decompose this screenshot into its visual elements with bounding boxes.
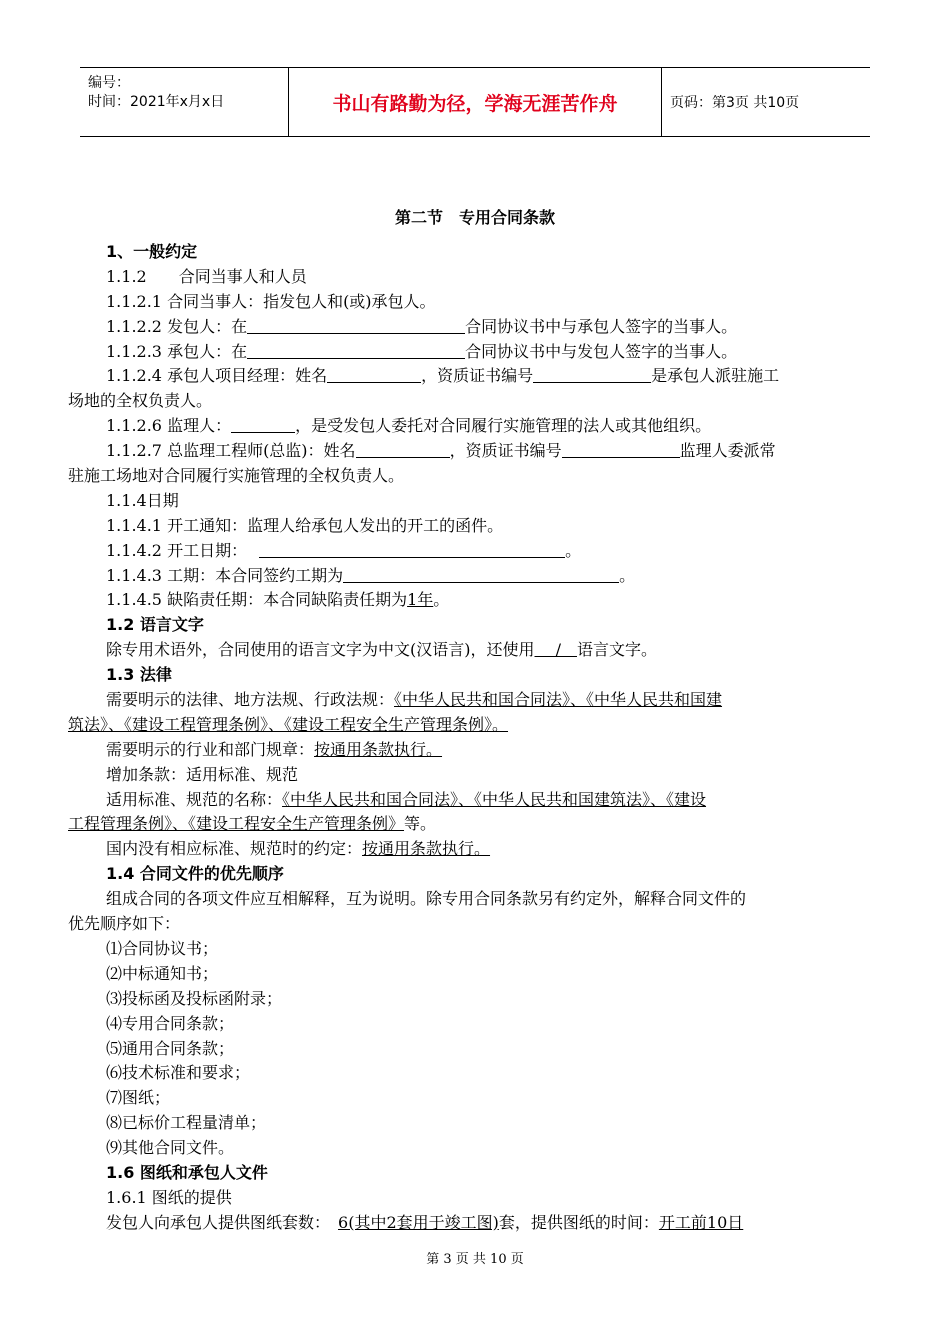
list-item: ⑺图纸；: [106, 1088, 171, 1108]
clause-line: [68, 738, 883, 763]
blank-field: [247, 316, 465, 334]
section-title: 第二节 专用合同条款: [394, 208, 555, 227]
clause-line: [68, 688, 883, 713]
clause-line: [68, 539, 883, 564]
clause-line: [68, 564, 883, 589]
text-segment: ，是受发包人委托对合同履行实施管理的法人或其他组织。: [295, 416, 712, 436]
blank-field: [327, 365, 421, 383]
heading-language: 1.2 语言文字: [106, 615, 204, 635]
clause-line: [68, 588, 883, 613]
heading-general: 1、一般约定: [106, 242, 198, 261]
clause-line: 增加条款：适用标准、规范: [106, 764, 299, 784]
blank-field: [356, 440, 450, 458]
blank-field: [231, 415, 295, 433]
blank-field: [343, 565, 619, 583]
filled-value: 《中华人民共和国合同法》、《中华人民共和国建筑法》、《建设: [282, 789, 707, 809]
text-segment: 1.1.2.6 监理人：: [106, 416, 232, 436]
text-segment: ，资质证书编号: [421, 366, 534, 386]
list-item: ⑼其他合同文件。: [106, 1138, 235, 1158]
clause-line: [68, 638, 883, 663]
text-segment: 套，提供图纸的时间：: [498, 1212, 659, 1232]
clause-line: [68, 414, 883, 439]
clause-line: [68, 713, 883, 738]
heading-law: 1.3 法律: [106, 665, 172, 685]
time-label: 时间：2021年x月x日: [88, 94, 225, 110]
text-segment: 1.1.2.7 总监理工程师(总监)：姓名: [106, 441, 356, 461]
list-item: ⑷专用合同条款；: [106, 1013, 235, 1033]
text-segment: 。: [619, 565, 636, 585]
text-segment: 需要明示的法律、地方法规、行政法规：: [106, 690, 395, 710]
list-item: ⑻已标价工程量清单；: [106, 1113, 267, 1133]
filled-value: 《中华人民共和国合同法》、《中华人民共和国建: [394, 690, 723, 710]
text-segment: 1.1.4.5 缺陷责任期：本合同缺陷责任期为: [106, 590, 408, 610]
blank-field: [533, 365, 651, 383]
document-header: [80, 67, 870, 137]
clause-line: [68, 837, 883, 862]
clause-line: 优先顺序如下：: [68, 914, 181, 934]
text-segment: ，资质证书编号: [449, 441, 562, 461]
header-page-info: 页码：第3页 共10页: [670, 95, 800, 111]
text-segment: 除专用术语外，合同使用的语言文字为中文(汉语言)，还使用: [106, 640, 535, 660]
clause-line: 驻施工场地对合同履行实施管理的全权负责人。: [68, 466, 405, 486]
text-segment: 1.1.4.3 工期：本合同签约工期为: [106, 565, 344, 585]
list-item: ⑹技术标准和要求；: [106, 1063, 251, 1083]
text-segment: 合同协议书中与发包人签字的当事人。: [465, 341, 738, 361]
text-segment: 国内没有相应标准、规范时的约定：: [106, 839, 363, 859]
blank-field: [562, 440, 680, 458]
filled-value: 筑法》、《建设工程管理条例》、《建设工程安全生产管理条例》。: [68, 714, 509, 734]
clause-line: 场地的全权负责人。: [68, 391, 213, 411]
text-segment: 。: [565, 540, 582, 560]
text-segment: 1.1.2.2 发包人：在: [106, 316, 248, 336]
list-item: ⑸通用合同条款；: [106, 1038, 235, 1058]
text-segment: 适用标准、规范的名称：: [106, 789, 283, 809]
page-footer: 第 3 页 共 10 页: [426, 1252, 524, 1267]
clause-line: 1.1.2.1 合同当事人：指发包人和(或)承包人。: [106, 291, 436, 311]
text-segment: 。: [433, 590, 450, 610]
clause-line: 1.1.4.1 开工通知：监理人给承包人发出的开工的函件。: [106, 515, 504, 535]
heading-priority: 1.4 合同文件的优先顺序: [106, 864, 284, 884]
text-segment: 1.1.4.2 开工日期：: [106, 540, 248, 560]
text-segment: 等。: [404, 814, 437, 834]
document-body: [68, 240, 883, 1236]
blank-field: [247, 341, 465, 359]
text-segment: 需要明示的行业和部门规章：: [106, 739, 315, 759]
clause-line: [68, 364, 883, 389]
filled-value: 工程管理条例》、《建设工程安全生产管理条例》: [68, 814, 405, 834]
text-segment: 监理人委派常: [679, 441, 776, 461]
clause-line: [68, 439, 883, 464]
number-label: 编号：: [88, 75, 130, 91]
filled-value: 6(其中2套用于竣工图): [338, 1212, 499, 1232]
clause-line: 组成合同的各项文件应互相解释，互为说明。除专用合同条款另有约定外，解释合同文件的: [106, 889, 747, 909]
header-meta: [80, 68, 289, 136]
clause-line: [68, 788, 883, 813]
blank-field: [259, 540, 565, 558]
text-segment: 发包人向承包人提供图纸套数：: [106, 1212, 331, 1232]
clause-line: [68, 1211, 883, 1236]
text-segment: 是承包人派驻施工: [651, 366, 780, 386]
clause-line: [68, 340, 883, 365]
text-segment: 语言文字。: [576, 640, 657, 660]
filled-value: 1年: [407, 590, 434, 610]
clause-line: 1.1.4日期: [106, 490, 179, 510]
clause-line: 1.6.1 图纸的提供: [106, 1187, 232, 1207]
filled-value: 按通用条款执行。: [314, 739, 443, 759]
filled-value: /: [534, 640, 577, 660]
list-item: ⑵中标通知书；: [106, 963, 219, 983]
header-motto: 书山有路勤为径，学海无涯苦作舟: [289, 68, 662, 136]
clause-line: [68, 315, 883, 340]
heading-drawings: 1.6 图纸和承包人文件: [106, 1162, 268, 1182]
list-item: ⑴合同协议书；: [106, 938, 219, 958]
clause-line: [68, 812, 883, 837]
text-segment: 合同协议书中与承包人签字的当事人。: [465, 316, 738, 336]
text-segment: 1.1.2.3 承包人：在: [106, 341, 248, 361]
text-segment: 1.1.2.4 承包人项目经理：姓名: [106, 366, 328, 386]
clause-line: 1.1.2 合同当事人和人员: [106, 266, 307, 286]
list-item: ⑶投标函及投标函附录；: [106, 988, 283, 1008]
filled-value: 按通用条款执行。: [362, 839, 491, 859]
filled-value: 开工前10日: [658, 1212, 744, 1232]
